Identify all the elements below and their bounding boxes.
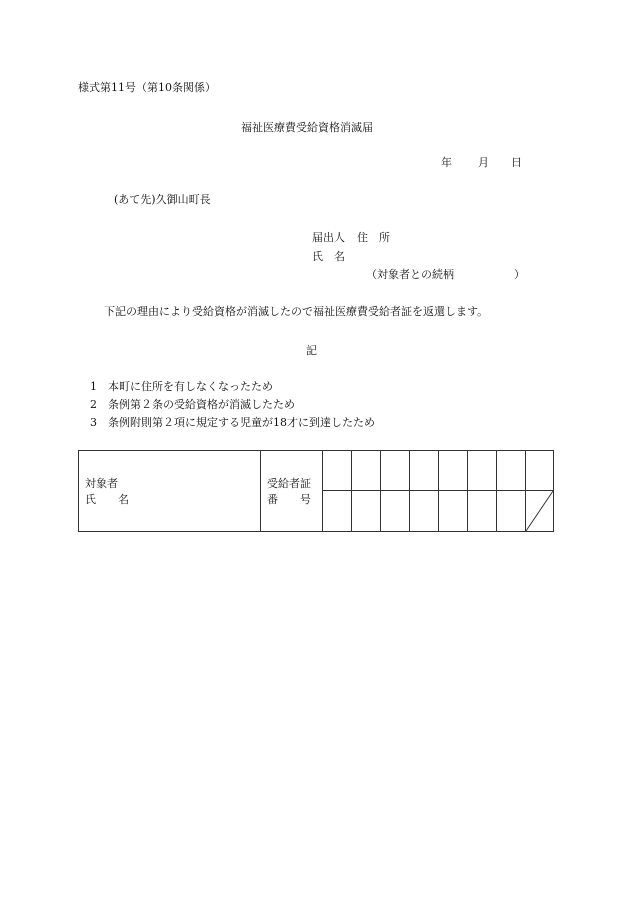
certificate-table <box>78 450 554 532</box>
date-day: 日 <box>511 156 522 169</box>
date-year: 年 <box>441 156 452 169</box>
digit-cell <box>439 491 468 532</box>
cert-number-label: 番 号 <box>267 493 311 506</box>
addressee: (あて先)久御山町長 <box>114 193 211 206</box>
digit-cell <box>352 491 381 532</box>
cert-number-label-cell <box>261 451 323 532</box>
reason-2-number: 2 <box>90 398 97 411</box>
digit-cell <box>439 451 468 491</box>
digit-cell <box>468 491 497 532</box>
subject-label: 対象者 <box>85 477 118 490</box>
digit-cell <box>323 451 352 491</box>
applicant-heading: 届出人 <box>312 231 345 244</box>
diagonal-line <box>526 491 553 531</box>
digit-cell <box>352 451 381 491</box>
date-month: 月 <box>478 156 489 169</box>
digit-cell <box>323 491 352 532</box>
digit-cell <box>526 451 554 491</box>
cert-label: 受給者証 <box>267 477 311 490</box>
digit-cell <box>497 491 526 532</box>
digit-cell <box>381 451 410 491</box>
reason-3-text: 条例附則第２項に規定する児童が18才に到達したため <box>108 416 375 429</box>
address-label: 住 所 <box>357 231 390 244</box>
relationship-close: ） <box>514 268 525 281</box>
digit-cell <box>410 491 439 532</box>
digit-cell <box>468 451 497 491</box>
ki-heading: 記 <box>306 344 317 357</box>
subject-name-label-cell <box>79 451 261 532</box>
reason-1-number: 1 <box>90 380 97 393</box>
digit-cell <box>497 451 526 491</box>
reason-2-text: 条例第２条の受給資格が消滅したため <box>108 398 295 411</box>
form-number: 様式第11号（第10条関係） <box>78 81 216 94</box>
digit-cell <box>410 451 439 491</box>
diagonal-void-cell <box>526 491 554 532</box>
statement: 下記の理由により受給資格が消滅したので福祉医療費受給者証を返還します。 <box>104 305 489 318</box>
name-label: 氏 名 <box>312 250 345 263</box>
subject-name-label: 氏 名 <box>85 493 129 506</box>
document-title: 福祉医療費受給資格消滅届 <box>241 121 373 134</box>
reason-3-number: 3 <box>90 416 97 429</box>
digit-cell <box>381 491 410 532</box>
reason-1-text: 本町に住所を有しなくなったため <box>108 380 273 393</box>
relationship-label: （対象者との続柄 <box>366 268 454 281</box>
